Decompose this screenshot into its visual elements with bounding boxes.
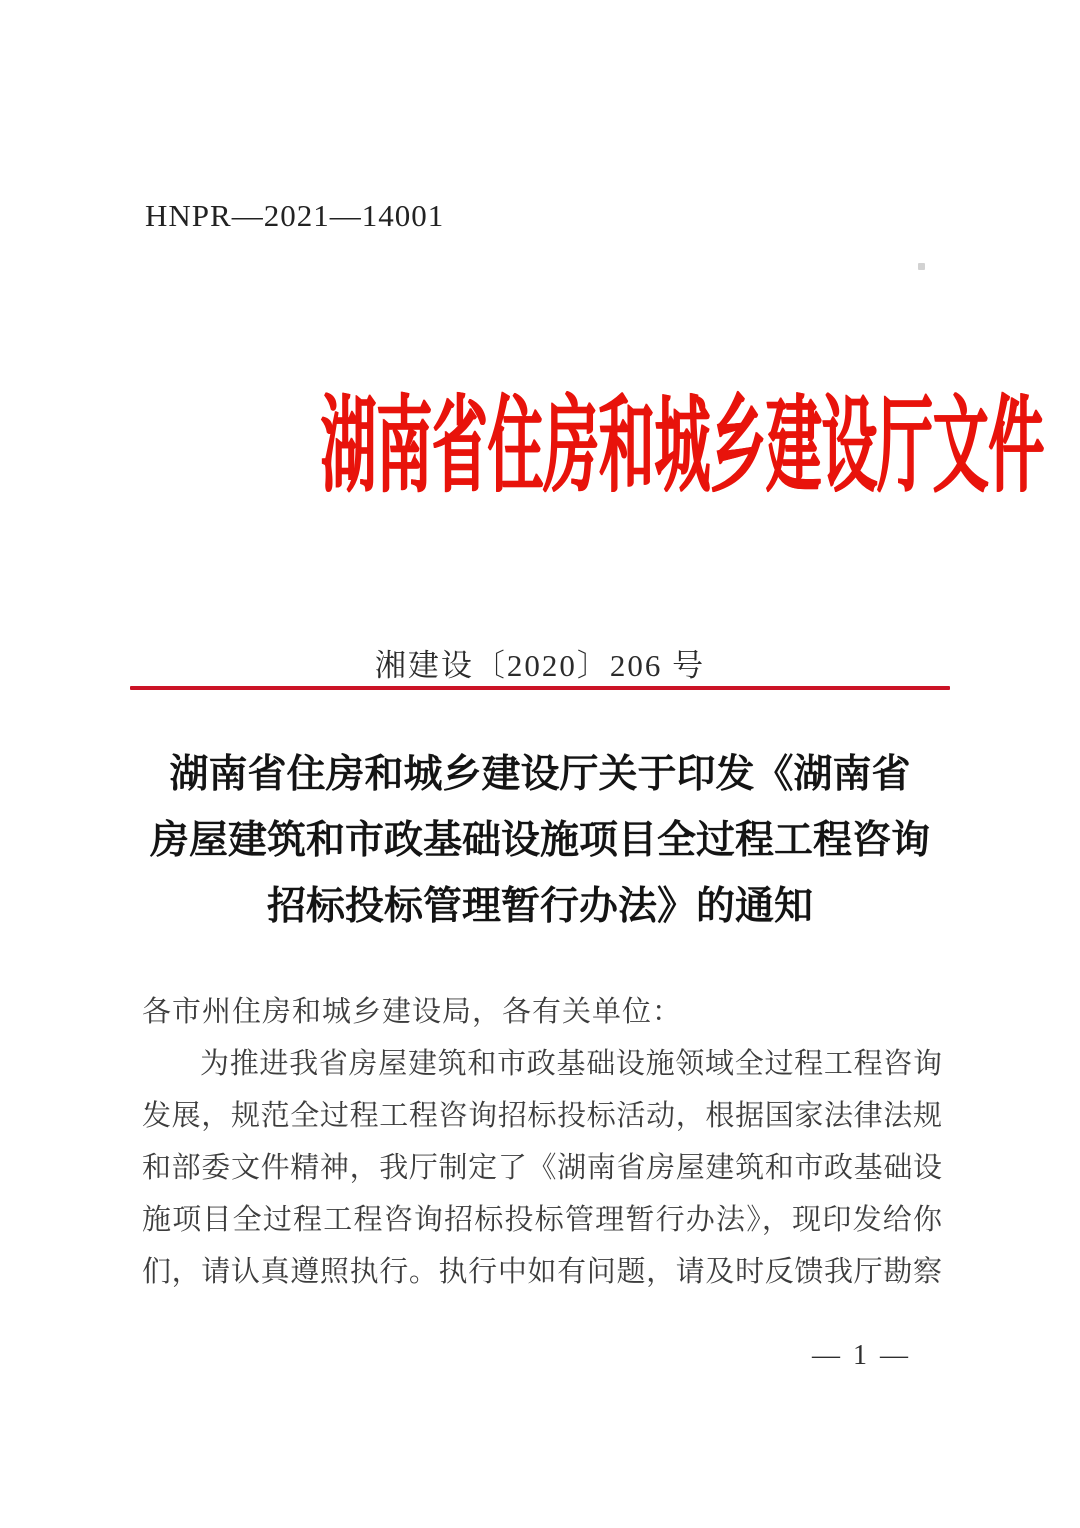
- body-line: 施项目全过程工程咨询招标投标管理暂行办法》，现印发给你: [142, 1204, 942, 1236]
- scan-artifact-speck: [918, 263, 925, 270]
- notice-title-line-3: 招标投标管理暂行办法》的通知: [266, 885, 813, 928]
- body-line: 们，请认真遵照执行。执行中如有问题，请及时反馈我厅勘察: [142, 1256, 942, 1288]
- notice-title-line-2: 房屋建筑和市政基础设施项目全过程工程咨询: [149, 819, 930, 862]
- notice-body: [142, 986, 942, 1298]
- body-line: 为推进我省房屋建筑和市政基础设施领域全过程工程咨询: [200, 1048, 942, 1080]
- document-number: 湘建设〔2020〕206 号: [374, 648, 706, 683]
- notice-title-line-1: 湖南省住房和城乡建设厅关于印发《湖南省: [169, 753, 911, 796]
- page-number: — 1 —: [812, 1340, 911, 1371]
- body-line: 发展，规范全过程工程咨询招标投标活动，根据国家法律法规: [142, 1100, 942, 1132]
- salutation-line: 各市州住房和城乡建设局，各有关单位：: [142, 996, 683, 1028]
- body-line: 和部委文件精神，我厅制定了《湖南省房屋建筑和市政基础设: [142, 1152, 942, 1184]
- agency-masthead-title: 湖南省住房和城乡建设厅文件: [320, 388, 1045, 505]
- red-divider-line: [130, 686, 950, 690]
- registration-number: HNPR—2021—14001: [145, 198, 445, 233]
- agency-masthead-row: [0, 388, 1080, 506]
- notice-title: [0, 742, 1080, 940]
